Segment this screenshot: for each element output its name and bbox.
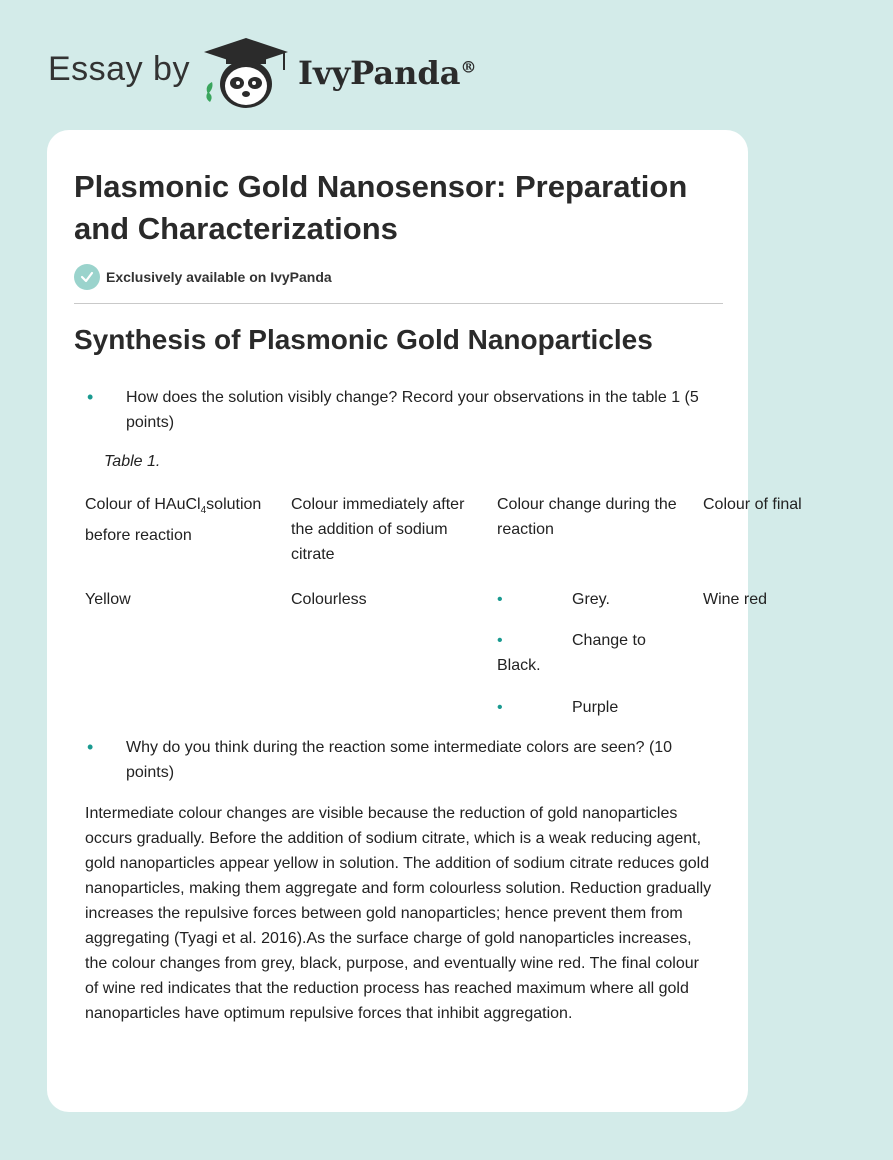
table-header-cell: Colour of HAuCl$_4$solution before reaction <box>85 496 262 545</box>
exclusive-label: Exclusively available on IvyPanda <box>106 269 332 285</box>
table-cell: Yellow <box>85 591 131 608</box>
bullet-icon: • <box>497 591 503 608</box>
table-caption: Table 1. <box>104 453 161 470</box>
divider <box>74 303 723 304</box>
site-header <box>48 36 548 116</box>
list-item: • Purple <box>497 695 687 720</box>
essay-card <box>47 130 802 1112</box>
question-item <box>87 735 707 785</box>
question-text: How does the solution visibly change? Record your observations in the table 1 (5 points) <box>126 389 699 431</box>
bullet-icon: • <box>87 387 94 407</box>
table-cell-list <box>497 587 687 720</box>
section-heading: Synthesis of Plasmonic Gold Nanoparticles <box>74 324 653 355</box>
list-item: • Change to Black. <box>497 628 687 678</box>
list-item: • Grey. <box>497 587 687 612</box>
check-circle-icon <box>74 264 100 290</box>
brand-name[interactable]: IvyPanda® <box>298 54 477 92</box>
table-header-cell: Colour change during the reaction <box>497 496 677 538</box>
page-title: Plasmonic Gold Nanosensor: Preparation and Characterizations <box>74 169 688 246</box>
exclusive-badge <box>74 264 332 290</box>
table-cell: Wine red <box>703 591 768 608</box>
essay-by-label: Essay by <box>48 50 190 88</box>
question-text: Why do you think during the reaction some intermediate colors are seen? (10 points) <box>126 739 673 781</box>
bullet-icon: • <box>87 737 94 757</box>
table-header-cell: Colour immediately after the addition of sodium citrate <box>291 496 465 563</box>
question-item <box>87 385 707 435</box>
table-header-cell: Colour of final <box>703 496 802 513</box>
answer-paragraph: Intermediate colour changes are visible because the reduction of gold nanoparticles occurs gradually. Before the addition of sodium citrate, which is a weak reducing agent, gold nanoparticles appear yellow in solution. The addition of sodium citrate reduces gold nanoparticles, making them aggregate and form colourless solution. Reduction gradually increases the repulsive forces between gold nanoparticles; hence prevent them from aggregating (Tyagi et al. 2016).As the surface charge of gold nanoparticles increases, the colour changes from grey, black, purpose, and eventually wine red. The final colour of wine red indicates that the reduction process has reached maximum where all gold nanoparticles have optimum repulsive forces that inhibit aggregation. <box>85 805 712 1022</box>
bullet-icon: • <box>497 632 503 649</box>
bullet-icon: • <box>497 699 503 716</box>
panda-graduate-icon <box>200 36 292 110</box>
table-cell: Colourless <box>291 591 367 608</box>
